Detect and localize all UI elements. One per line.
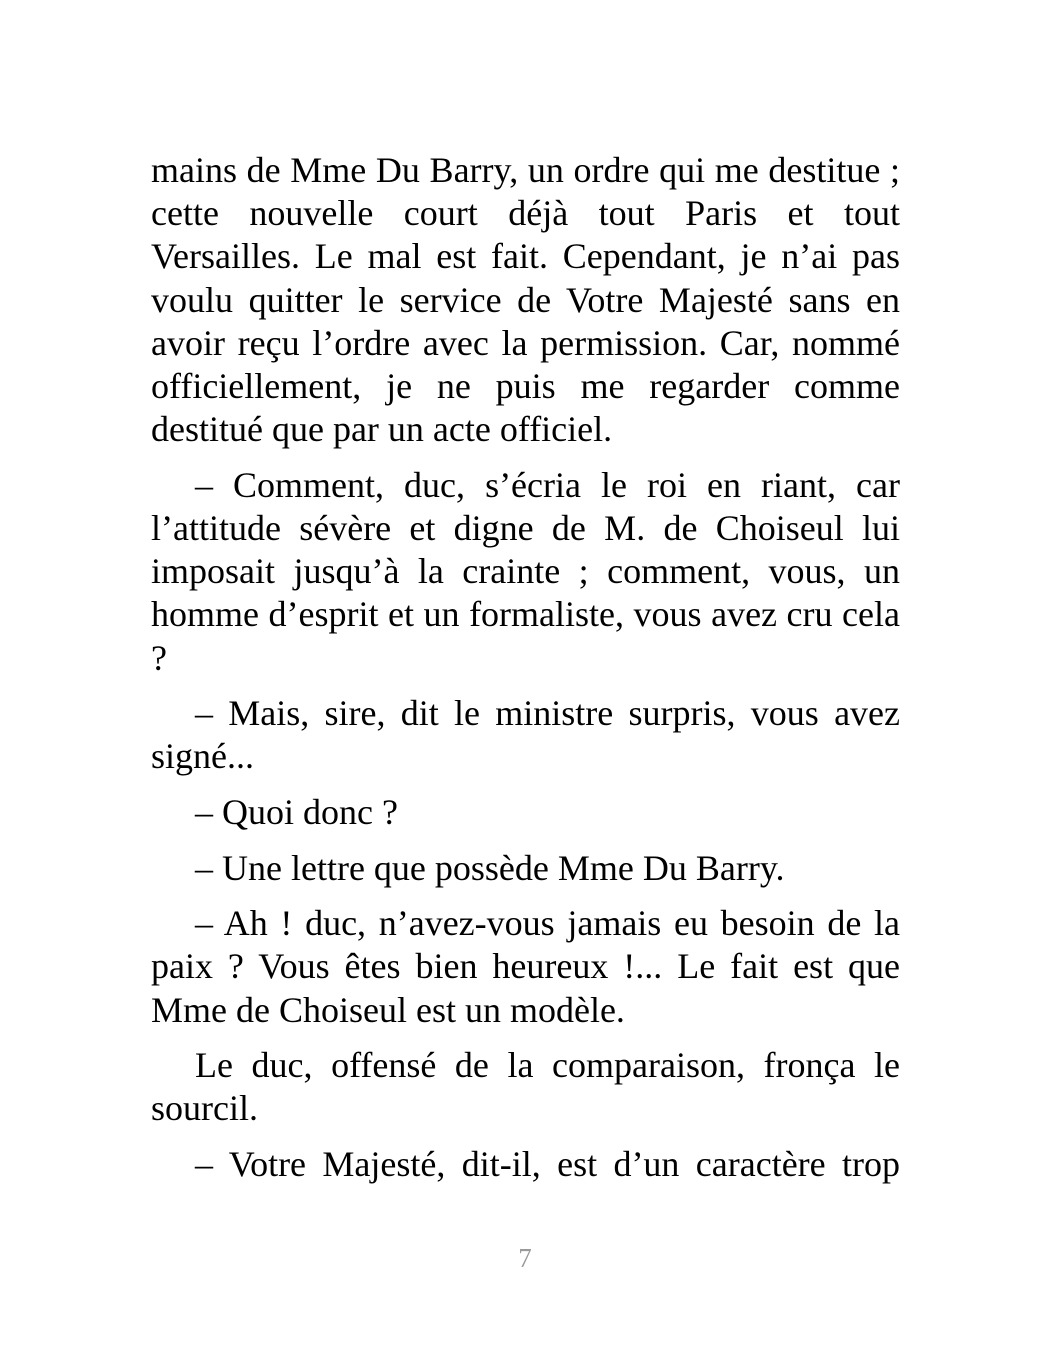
- page-number: 7: [518, 1243, 532, 1273]
- paragraph-dialogue: – Mais, sire, dit le ministre surpris, vous avez signé...: [151, 693, 900, 777]
- paragraph-dialogue: – Quoi donc ?: [195, 792, 398, 833]
- paragraph-continuation: mains de Mme Du Barry, un ordre qui me destitue ; cette nouvelle court déjà tout Paris et tout Versailles. Le mal est fait. Cependant, je n’ai pas voulu quitter le service de Votre Majesté sans en avoir reçu l’ordre avec la permission. Car, nommé officiellement, je ne puis me regarder comme destitué que par un acte officiel.: [151, 150, 900, 450]
- paragraph-dialogue: – Une lettre que possède Mme Du Barry.: [195, 847, 785, 888]
- body-text: [151, 149, 900, 1186]
- paragraph-dialogue: – Ah ! duc, n’avez-vous jamais eu besoin de la paix ? Vous êtes bien heureux !... Le fait est que Mme de Choiseul est un modèle.: [151, 903, 900, 1030]
- paragraph-narration: Le duc, offensé de la comparaison, fronça le sourcil.: [151, 1045, 900, 1129]
- paragraph-dialogue: – Votre Majesté, dit-il, est d’un caractère trop: [195, 1144, 900, 1184]
- paragraph-dialogue: – Comment, duc, s’écria le roi en riant, car l’attitude sévère et digne de M. de Choiseul lui imposait jusqu’à la crainte ; comment, vous, un homme d’esprit et un formaliste, vous avez cru cela ?: [151, 464, 900, 678]
